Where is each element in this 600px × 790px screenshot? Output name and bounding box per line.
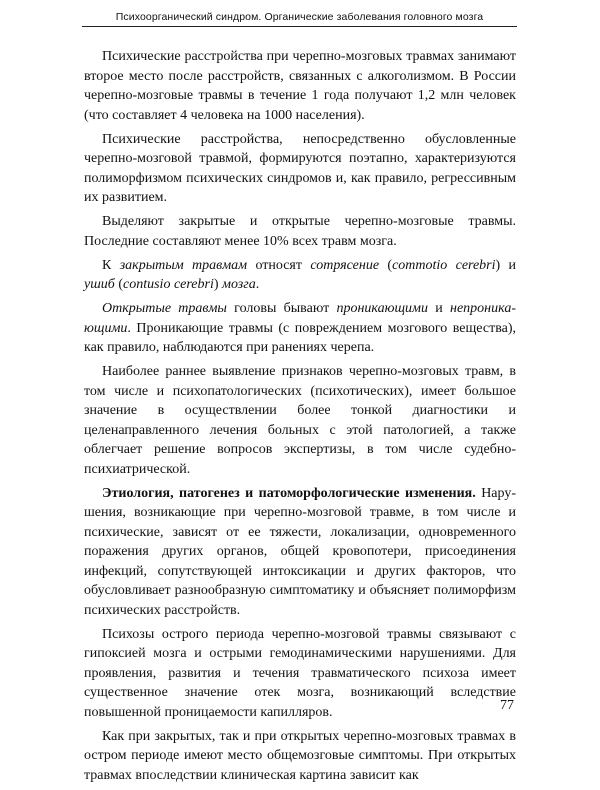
text-run: ( <box>114 277 123 292</box>
emphasis-term: мозга <box>222 277 256 292</box>
page-body <box>84 47 516 790</box>
emphasis-term: сотрясение <box>310 257 380 273</box>
text-run: головы бывают <box>226 301 337 316</box>
paragraph-1: Психические расстройства при черепно-мозговых травмах занимают второе место после расстройств, связанных с алкоголизмом. В России черепно-мозговые травмы в течение 1 года получают 1,2 млн человек (что составляет 4 человека на 1000 населения). <box>84 49 516 123</box>
latin-term: contusio cerebri <box>123 277 214 292</box>
emphasis-term: закрытым травмам <box>119 257 248 273</box>
paragraph-8: Психозы острого периода черепно-мозговой травмы связывают с гипоксией мозга и острыми гемодинамическими нарушениями. Для проявления, развития и течения травматического психоза имеет существенное значение отек мозга, возникающий вследствие повышенной проницаемости капилляров. <box>84 626 516 720</box>
paragraph-9: Как при закрытых, так и при открытых черепно-мозговых травмах в остром периоде имеют место общемозговые симптомы. При открытых травмах впоследствии клиническая картина зависит как <box>84 728 516 783</box>
emphasis-term: ушиб <box>84 277 115 292</box>
text-run: К <box>102 257 120 273</box>
emphasis-term: Открытые травмы <box>102 301 227 316</box>
page-number: 77 <box>500 698 514 713</box>
text-run: . Проникающие травмы (с повреждением мозгового вещества), как правило, наблюдаются при ранениях черепа. <box>84 320 516 355</box>
text-run: относят <box>247 257 311 273</box>
paragraph-3: Выделяют закрытые и открытые черепно-мозговые травмы. Последние составляют менее 10% всех травм мозга. <box>84 214 516 249</box>
paragraph-5 <box>84 299 516 358</box>
section-heading-inline: Этиология, патогенез и патоморфологические изменения. <box>102 485 476 501</box>
text-run: и <box>428 301 451 316</box>
paragraph-4 <box>84 256 516 295</box>
emphasis-term: проникающими <box>336 301 428 316</box>
text-run: ( <box>379 257 393 273</box>
text-run: Нарушения, возникающие при черепно-мозговой травме, в том числе и психические, зависят от ее тяжести, локализации, одновременного поражения других органов, общей кровопотери, присоединения инфекций, сопутствующей интоксикации и других факторов, что обусловливает разнообразную симптоматику и объясняет полиморфизм психических расстройств. <box>84 485 517 618</box>
paragraph-7 <box>84 484 516 621</box>
latin-term: commotio cerebri <box>392 257 496 273</box>
paragraph-2: Психические расстройства, непосредственно обусловленные черепно-мозговой травмой, формируются поэтапно, характеризуются полиморфизмом психических синдромов и, как правило, регрессивным их развитием. <box>84 131 516 205</box>
paragraph-6: Наиболее раннее выявление признаков черепно-мозговых травм, в том числе и психопатологических (психотических), имеет большое значение в осуществлении более тонкой диагностики и целенаправленного лечения больных с этой патологией, а также облегчает решение вопросов экспертизы, в том числе судебно-психиатрической. <box>84 364 516 477</box>
text-run: . <box>255 277 260 292</box>
emphasis-term: непроникающими <box>84 301 516 336</box>
running-header: Психоорганический синдром. Органические заболевания головного мозга <box>82 11 517 27</box>
text-run: ) и <box>495 257 517 273</box>
text-run: ) <box>213 277 223 292</box>
